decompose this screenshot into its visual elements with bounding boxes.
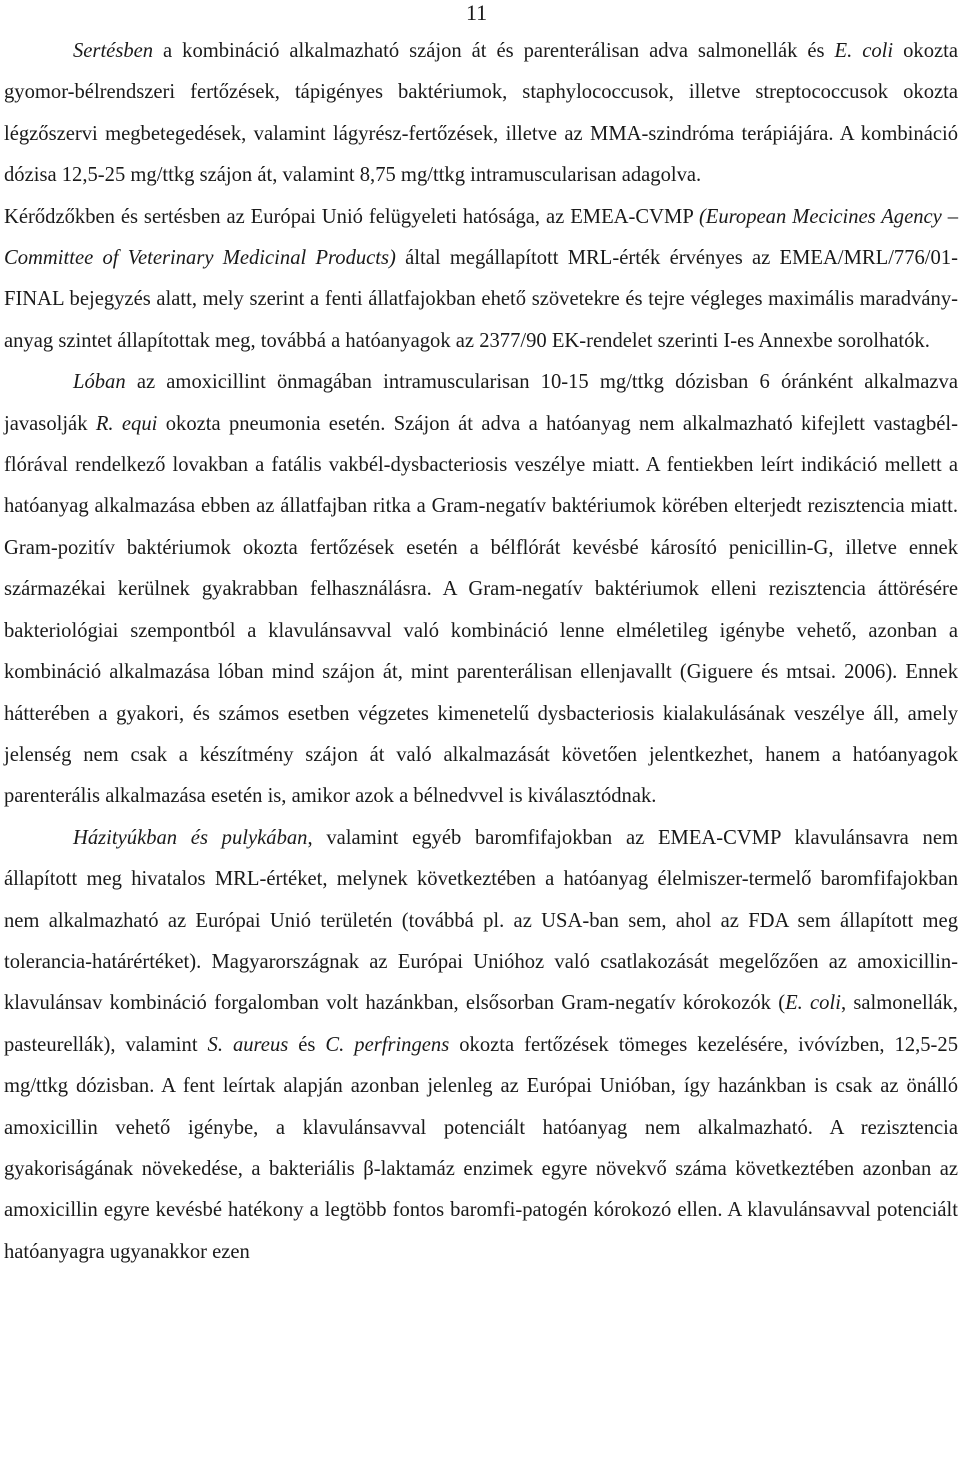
species-term: S. aureus: [207, 1033, 289, 1056]
species-term: Házityúkban és pulykában: [73, 826, 308, 849]
document-body: [4, 31, 958, 1273]
text-run: , valamint egyéb baromfifajokban az EMEA-CVMP klavulánsavra nem állapított meg hivatalos MRL-értéket, melynek következtében a hatóanyag élelmiszer-termelő baromfifajokban nem alkalmazható az Európai Unió területén (továbbá pl. az USA-ban sem, ahol az FDA sem állapított meg tolerancia-határértéket). Magyarországnak az Európai Unióhoz való csatlakozását megelőzően az amoxicillin-klavulánsav kombináció forgalomban volt hazánkban, elsősorban Gram-negatív kórokozók (: [4, 826, 958, 1015]
text-run: okozta gyomor-bélrendszeri fertőzések, tápigényes baktériumok, staphylococcusok, illetve streptococcusok okozta légzőszervi megbetegedések, valamint lágyrész-fertőzések, illetve az MMA-szindróma terápiájára. A kombináció dózisa 12,5-25 mg/ttkg szájon át, valamint 8,75 mg/ttkg intramuscularisan adagolva.: [4, 40, 959, 187]
species-term: Sertésben: [73, 40, 154, 62]
species-term: C. perfringens: [325, 1033, 450, 1056]
text-run: okozta pneumonia esetén. Szájon át adva a hatóanyag nem alkalmazható kifejlett vastagbél-flórával rendelkező lovakban a fatális vakbél-dysbacteriosis veszélye miatt. A fentiekben leírt indikáció mellett a hatóanyag alkalmazása ebben az állatfajban ritka a Gram-negatív baktériumok körében elterjedt rezisztencia miatt. Gram-pozitív baktériumok okozta fertőzések esetén a bélflórát kevésbé károsító penicillin-G, illetve ennek származékai kerülnek gyakrabban felhasználásra. A Gram-negatív baktériumok elleni rezisztencia áttörésére bakteriológiai szempontból a klavulánsavval való kombináció lenne elméletileg igénybe vehető, azonban a kombináció alkalmazása lóban mind szájon át, mint parenterálisan ellenjavallt (Giguere és mtsai. 2006). Ennek hátterében a gyakori, és számos esetben végzetes kimenetelű dysbacteriosis kialakulásának veszélye áll, amely jelenség nem csak a készítmény szájon át való alkalmazását követően jelentkezhet, hanem a hatóanyagok parenterális alkalmazása esetén is, amikor azok a bélnedvvel is kiválasztódnak.: [4, 412, 958, 808]
paragraph-mrl: [4, 197, 958, 363]
agency-name: (European Mecicines Agency – Committee of Veterinary Medicinal Products): [4, 205, 959, 270]
paragraph-swine: [4, 31, 958, 197]
species-term: R. equi: [95, 412, 158, 435]
page-number: 11: [466, 0, 488, 25]
text-run: és: [288, 1033, 326, 1056]
text-run: Kérődzőkben és sertésben az Európai Unió felügyeleti hatósága, az EMEA-CVMP: [4, 205, 699, 228]
species-term: E. coli: [834, 40, 894, 62]
text-run: , salmonellák, pasteurellák), valamint: [4, 992, 958, 1056]
paragraph-poultry: [4, 818, 958, 1273]
species-term: Lóban: [73, 371, 126, 394]
paragraph-horse: [4, 362, 958, 817]
text-run: okozta fertőzések tömeges kezelésére, ivóvízben, 12,5-25 mg/ttkg dózisban. A fent leírtak alapján azonban jelenleg az Európai Unióban, így hazánkban is csak az önálló amoxicillin vehető igénybe, a klavulánsavval potenciált hatóanyag nem alkalmazható. A rezisztencia gyakoriságának növekedése, a bakteriális β-laktamáz enzimek egyre növekvő száma következtében azonban az amoxicillin egyre kevésbé hatékony a legtöbb fontos baromfi-patogén kórokozó ellen. A klavulánsavval potenciált hatóanyagra ugyanakkor ezen: [4, 1033, 959, 1263]
text-run: által megállapított MRL-érték érvényes az EMEA/MRL/776/01-FINAL bejegyzés alatt, mely szerint a fenti állatfajokban ehető szövetekre és tejre végleges maximális maradvány-anyag szintet állapítottak meg, továbbá a hatóanyagok az 2377/90 EK-rendelet szerinti I-es Annexbe sorolhatók.: [4, 247, 958, 352]
text-run: a kombináció alkalmazható szájon át és parenterálisan adva salmonellák és: [153, 40, 835, 62]
text-run: az amoxicillint önmagában intramuscularisan 10-15 mg/ttkg dózisban 6 óránként alkalmazva javasolják: [4, 371, 958, 435]
species-term: E. coli: [785, 992, 841, 1015]
